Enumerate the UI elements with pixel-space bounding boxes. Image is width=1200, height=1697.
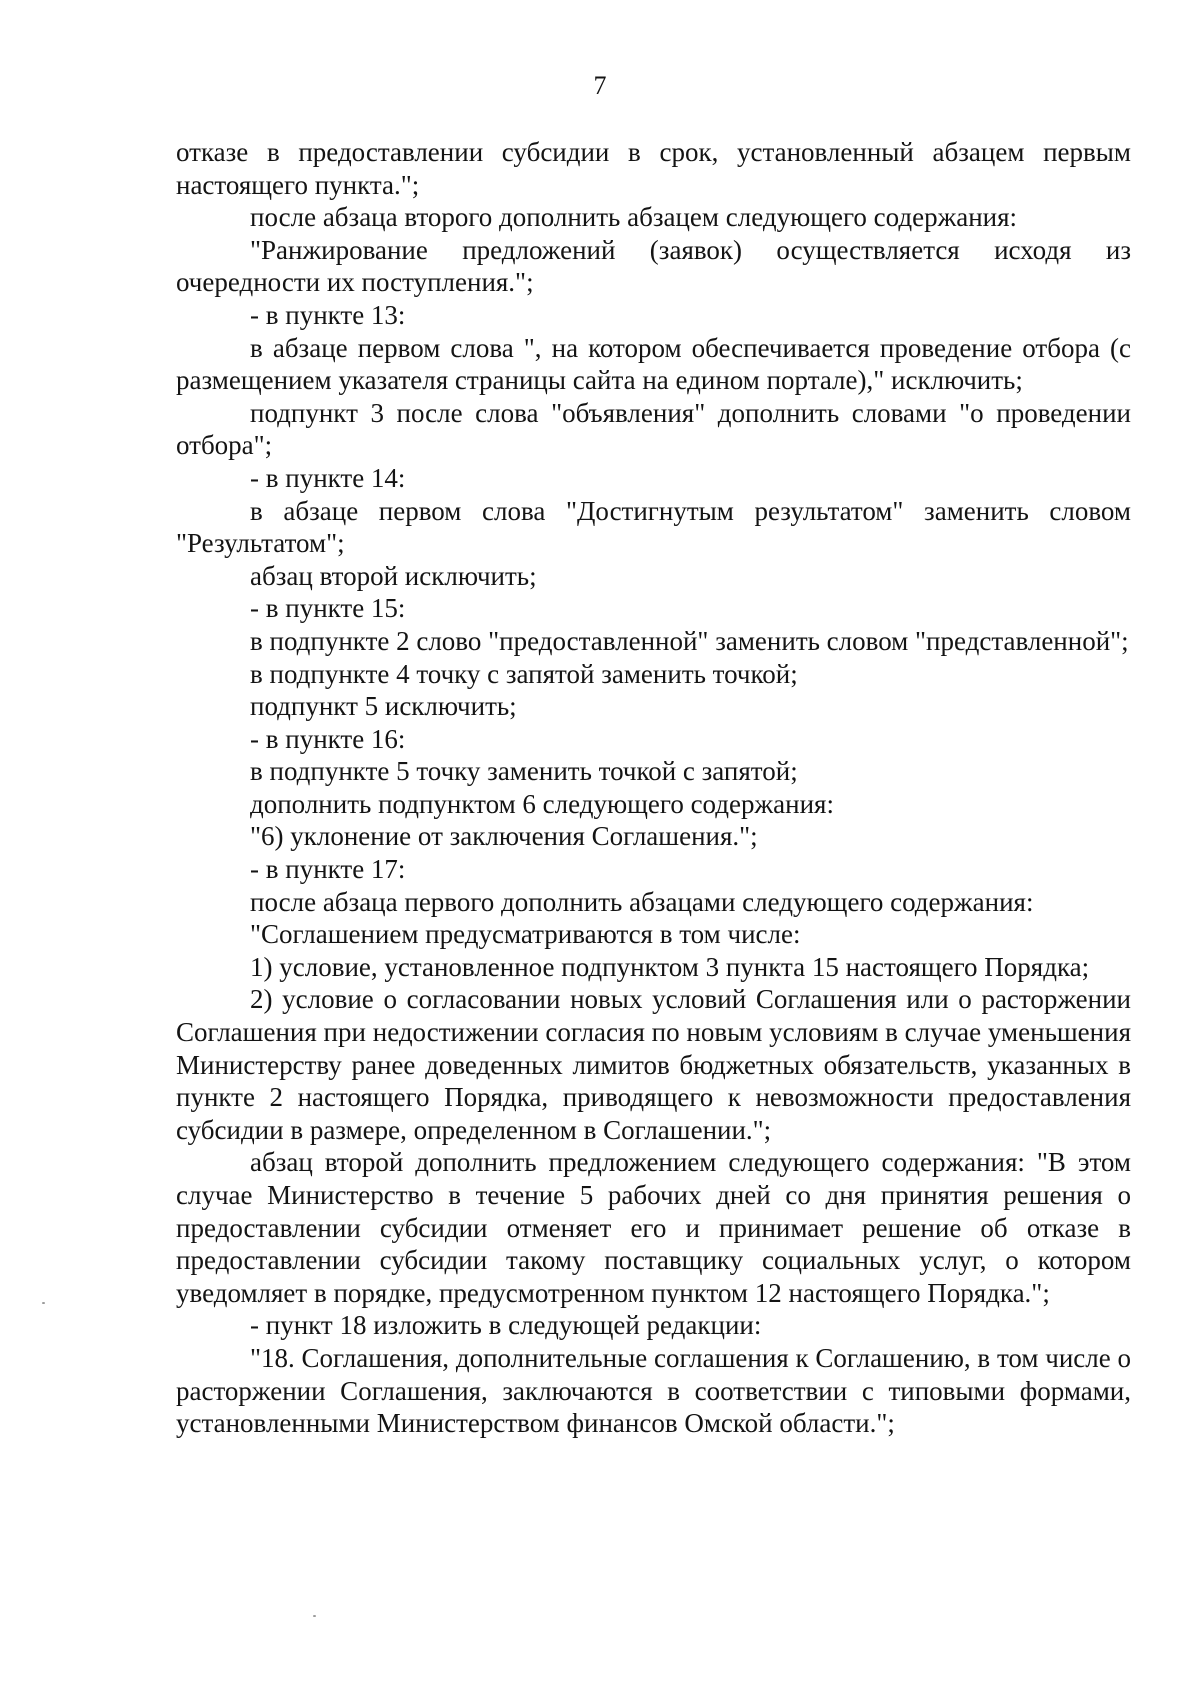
paragraph-amendment: после абзаца первого дополнить абзацами следующего содержания: <box>250 886 1034 917</box>
paragraph-amendment: после абзаца второго дополнить абзацем следующего содержания: <box>250 202 1018 233</box>
paragraph-quoted-text: "Ранжирование предложений (заявок) осуществляется исходя из очередности их поступления."; <box>176 234 1131 298</box>
paragraph-item-heading: - в пункте 15: <box>250 593 406 624</box>
paragraph-amendment: в абзаце первом слова ", на котором обеспечивается проведение отбора (с размещением указателя страницы сайта на едином портале)," исключить; <box>176 332 1131 396</box>
paragraph-item-heading: - пункт 18 изложить в следующей редакции: <box>250 1310 762 1341</box>
paragraph-amendment: абзац второй исключить; <box>250 560 537 591</box>
paragraph-item-heading: - в пункте 16: <box>250 723 406 754</box>
paragraph-amendment: в подпункте 2 слово "предоставленной" заменить словом "представленной"; <box>250 625 1129 656</box>
paragraph-amendment: в подпункте 5 точку заменить точкой с запятой; <box>250 756 798 787</box>
page-number: 7 <box>593 71 607 100</box>
paragraph-amendment: абзац второй дополнить предложением следующего содержания: "В этом случае Министерство в течение 5 рабочих дней со дня принятия решения о предоставлении субсидии отменяет его и принимает решение об отказе в предоставлении субсидии такому поставщику социальных услуг, о котором уведомляет в порядке, предусмотренном пунктом 12 настоящего Порядка."; <box>176 1147 1131 1308</box>
paragraph-amendment: в подпункте 4 точку с запятой заменить точкой; <box>250 658 798 689</box>
document-body <box>176 136 1131 1440</box>
paragraph-amendment: в абзаце первом слова "Достигнутым результатом" заменить словом "Результатом"; <box>176 495 1131 559</box>
paragraph-continuation: отказе в предоставлении субсидии в срок, установленный абзацем первым настоящего пункта."; <box>176 137 1131 200</box>
paragraph-quoted-text: "6) уклонение от заключения Соглашения."; <box>250 821 758 852</box>
paragraph-amendment: подпункт 3 после слова "объявления" дополнить словами "о проведении отбора"; <box>176 397 1131 461</box>
paragraph-item-heading: - в пункте 17: <box>250 854 406 885</box>
scan-speck <box>42 1302 45 1304</box>
paragraph-quoted-text: 1) условие, установленное подпунктом 3 пункта 15 настоящего Порядка; <box>250 951 1090 982</box>
paragraph-item-heading: - в пункте 13: <box>250 299 406 330</box>
paragraph-quoted-text: "Соглашением предусматриваются в том числе: <box>250 919 801 950</box>
paragraph-quoted-text: "18. Соглашения, дополнительные соглашения к Соглашению, в том числе о расторжении Соглашения, заключаются в соответствии с типовыми формами, установленными Министерством финансов Омской области."; <box>176 1342 1131 1439</box>
paragraph-item-heading: - в пункте 14: <box>250 462 406 493</box>
paragraph-quoted-text: 2) условие о согласовании новых условий Соглашения или о расторжении Соглашения при недостижении согласия по новым условиям в случае уменьшения Министерству ранее доведенных лимитов бюджетных обязательств, указанных в пункте 2 настоящего Порядка, приводящего к невозможности предоставления субсидии в размере, определенном в Соглашении."; <box>176 984 1131 1145</box>
paragraph-amendment: подпункт 5 исключить; <box>250 691 517 722</box>
paragraph-amendment: дополнить подпунктом 6 следующего содержания: <box>250 788 834 819</box>
scan-speck <box>313 1615 316 1617</box>
